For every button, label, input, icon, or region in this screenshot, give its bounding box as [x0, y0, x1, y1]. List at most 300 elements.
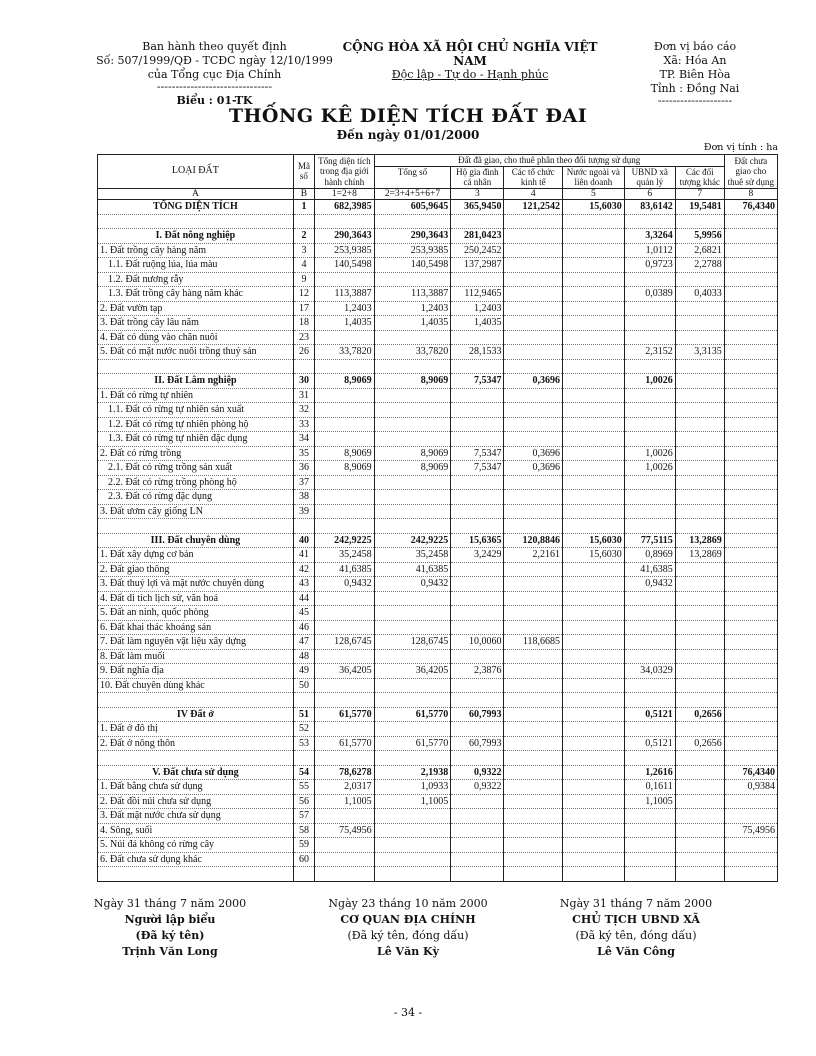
value-cell: 0,2656 [675, 736, 724, 751]
value-cell [451, 475, 504, 490]
table-row [98, 432, 778, 447]
value-cell [374, 722, 451, 737]
colnum: 6 [624, 188, 675, 200]
land-type-cell: 2.3. Đất có rừng đặc dụng [98, 490, 294, 505]
value-cell [724, 345, 777, 360]
value-cell [562, 852, 624, 867]
value-cell [562, 635, 624, 650]
header-other-users-text: Các đối tượng khác [679, 166, 720, 187]
colnum: 2=3+4+5+6+7 [374, 188, 451, 200]
value-cell: 0,2656 [675, 707, 724, 722]
value-cell [504, 678, 563, 693]
value-cell [562, 722, 624, 737]
value-cell: 121,2542 [504, 200, 563, 215]
value-cell [675, 722, 724, 737]
value-cell: 1,0026 [624, 461, 675, 476]
code-cell: 26 [293, 345, 314, 360]
value-cell: 242,9225 [374, 533, 451, 548]
table-row [98, 736, 778, 751]
value-cell: 36,4205 [315, 664, 375, 679]
value-cell [675, 475, 724, 490]
land-type-cell: 5. Đất an ninh, quốc phòng [98, 606, 294, 621]
colnum: 5 [562, 188, 624, 200]
value-cell [562, 229, 624, 244]
value-cell [624, 316, 675, 331]
land-type-cell: 1. Đất bằng chưa sử dụng [98, 780, 294, 795]
land-type-cell: 2. Đất ở nông thôn [98, 736, 294, 751]
value-cell [504, 301, 563, 316]
value-cell: 0,4033 [675, 287, 724, 302]
land-type-cell: 2.1. Đất có rừng trồng sản xuất [98, 461, 294, 476]
value-cell: 0,1611 [624, 780, 675, 795]
value-cell [504, 417, 563, 432]
value-cell [315, 620, 375, 635]
value-cell [374, 403, 451, 418]
signature-name: Lê Văn Công [597, 945, 675, 958]
value-cell [504, 519, 563, 534]
value-cell [562, 432, 624, 447]
value-cell [504, 809, 563, 824]
table-row [98, 620, 778, 635]
value-cell: 113,3887 [374, 287, 451, 302]
value-cell [315, 838, 375, 853]
value-cell [374, 591, 451, 606]
table-row [98, 809, 778, 824]
table-row [98, 678, 778, 693]
value-cell: 2,3876 [451, 664, 504, 679]
value-cell [675, 272, 724, 287]
value-cell [724, 504, 777, 519]
table-row [98, 664, 778, 679]
value-cell [315, 751, 375, 766]
table-row [98, 765, 778, 780]
value-cell [562, 359, 624, 374]
value-cell: 41,6385 [624, 562, 675, 577]
value-cell [504, 229, 563, 244]
header-foreign-jv-text: Nước ngoài và liên doanh [566, 166, 620, 187]
value-cell [504, 562, 563, 577]
value-cell [562, 446, 624, 461]
value-cell [724, 388, 777, 403]
header-code [293, 155, 314, 189]
value-cell [504, 620, 563, 635]
value-cell [562, 504, 624, 519]
value-cell [562, 330, 624, 345]
value-cell [724, 635, 777, 650]
code-cell: 50 [293, 678, 314, 693]
value-cell [315, 272, 375, 287]
value-cell [675, 446, 724, 461]
land-type-cell: 1.1. Đất ruộng lúa, lúa màu [98, 258, 294, 273]
value-cell [562, 461, 624, 476]
value-cell [504, 475, 563, 490]
value-cell [374, 490, 451, 505]
land-type-cell: I. Đất nông nghiệp [98, 229, 294, 244]
value-cell [315, 852, 375, 867]
signature-cadastral-office [298, 896, 518, 960]
country-name: CỘNG HÒA XÃ HỘI CHỦ NGHĨA VIỆT NAM [342, 40, 598, 68]
table-row [98, 577, 778, 592]
value-cell [624, 693, 675, 708]
table-row [98, 548, 778, 563]
code-cell: 23 [293, 330, 314, 345]
header-households [451, 166, 504, 188]
land-type-cell: 8. Đất làm muối [98, 649, 294, 664]
value-cell [724, 432, 777, 447]
value-cell [562, 490, 624, 505]
value-cell [451, 867, 504, 882]
value-cell [675, 664, 724, 679]
value-cell: 253,9385 [374, 243, 451, 258]
value-cell [624, 388, 675, 403]
value-cell [724, 417, 777, 432]
header-economic-orgs [504, 166, 563, 188]
value-cell: 3,2429 [451, 548, 504, 563]
value-cell [675, 591, 724, 606]
value-cell [724, 707, 777, 722]
decision-line-2: Số: 507/1999/QĐ - TCĐC ngày 12/10/1999 [96, 54, 333, 67]
value-cell [451, 809, 504, 824]
table-row [98, 316, 778, 331]
value-cell: 290,3643 [374, 229, 451, 244]
value-cell [624, 403, 675, 418]
value-cell: 33,7820 [315, 345, 375, 360]
code-cell: 32 [293, 403, 314, 418]
value-cell [724, 852, 777, 867]
value-cell [504, 867, 563, 882]
value-cell [315, 678, 375, 693]
value-cell [504, 722, 563, 737]
value-cell [315, 330, 375, 345]
value-cell [451, 388, 504, 403]
code-cell: 12 [293, 287, 314, 302]
code-cell: 57 [293, 809, 314, 824]
value-cell [724, 649, 777, 664]
value-cell [562, 765, 624, 780]
value-cell [451, 214, 504, 229]
value-cell: 61,5770 [374, 707, 451, 722]
value-cell: 75,4956 [724, 823, 777, 838]
value-cell [374, 359, 451, 374]
value-cell [724, 620, 777, 635]
value-cell [374, 649, 451, 664]
land-type-cell [98, 214, 294, 229]
value-cell [504, 272, 563, 287]
land-type-cell: 1.3. Đất có rừng tự nhiên đặc dụng [98, 432, 294, 447]
table-row [98, 780, 778, 795]
value-cell [504, 316, 563, 331]
code-cell: 38 [293, 490, 314, 505]
value-cell: 13,2869 [675, 548, 724, 563]
decision-line-1: Ban hành theo quyết định [142, 40, 287, 53]
table-row [98, 533, 778, 548]
table-row [98, 388, 778, 403]
value-cell [562, 316, 624, 331]
header-total-area-text: Tổng diện tích trong địa giới hành chính [318, 155, 371, 187]
value-cell [504, 345, 563, 360]
land-type-cell: 10. Đất chuyên dùng khác [98, 678, 294, 693]
table-row [98, 403, 778, 418]
colnum: B [293, 188, 314, 200]
value-cell: 0,9322 [451, 765, 504, 780]
value-cell [451, 649, 504, 664]
land-type-cell: 5. Đất có mặt nước nuôi trồng thuỷ sản [98, 345, 294, 360]
code-cell: 2 [293, 229, 314, 244]
value-cell: 140,5498 [315, 258, 375, 273]
signature-date: Ngày 31 tháng 7 năm 2000 [559, 897, 713, 910]
colnum: A [98, 188, 294, 200]
land-statistics-table [97, 154, 778, 882]
value-cell: 1,2403 [451, 301, 504, 316]
value-cell [374, 272, 451, 287]
value-cell [315, 504, 375, 519]
value-cell [724, 330, 777, 345]
land-type-cell [98, 867, 294, 882]
value-cell [724, 446, 777, 461]
value-cell [675, 852, 724, 867]
value-cell: 15,6365 [451, 533, 504, 548]
value-cell: 34,0329 [624, 664, 675, 679]
land-type-cell: 2. Đất có rừng trồng [98, 446, 294, 461]
value-cell [562, 707, 624, 722]
value-cell: 61,5770 [315, 736, 375, 751]
value-cell [675, 751, 724, 766]
value-cell [374, 838, 451, 853]
header-unallocated-text: Đất chưa giao cho thuê sử dụng [727, 155, 775, 187]
land-type-cell: 3. Đất mặt nước chưa sử dụng [98, 809, 294, 824]
land-type-cell: 2. Đất đồi núi chưa sử dụng [98, 794, 294, 809]
value-cell [315, 693, 375, 708]
value-cell [504, 664, 563, 679]
land-type-cell: 2.2. Đất có rừng trồng phòng hộ [98, 475, 294, 490]
value-cell: 0,9322 [451, 780, 504, 795]
signature-role: CƠ QUAN ĐỊA CHÍNH [340, 913, 476, 926]
value-cell [562, 736, 624, 751]
value-cell [675, 635, 724, 650]
value-cell [724, 591, 777, 606]
header-foreign-jv [562, 166, 624, 188]
code-cell: 59 [293, 838, 314, 853]
value-cell [504, 258, 563, 273]
land-type-cell: 3. Đất trồng cây lâu năm [98, 316, 294, 331]
land-type-cell: 1. Đất trồng cây hàng năm [98, 243, 294, 258]
value-cell: 75,4956 [315, 823, 375, 838]
blank-row [98, 214, 778, 229]
value-cell [724, 722, 777, 737]
value-cell: 1,2403 [374, 301, 451, 316]
value-cell: 8,9069 [315, 446, 375, 461]
value-cell [504, 838, 563, 853]
value-cell [562, 301, 624, 316]
code-cell: 60 [293, 852, 314, 867]
value-cell [724, 678, 777, 693]
value-cell [562, 417, 624, 432]
value-cell [504, 765, 563, 780]
value-cell: 2,3152 [624, 345, 675, 360]
value-cell [504, 823, 563, 838]
value-cell [562, 345, 624, 360]
table-row [98, 649, 778, 664]
value-cell [724, 548, 777, 563]
table-row [98, 722, 778, 737]
value-cell: 1,4035 [451, 316, 504, 331]
value-cell: 253,9385 [315, 243, 375, 258]
value-cell: 140,5498 [374, 258, 451, 273]
value-cell [624, 751, 675, 766]
value-cell [675, 432, 724, 447]
land-type-cell: 6. Đất chưa sử dụng khác [98, 852, 294, 867]
value-cell [504, 736, 563, 751]
value-cell [675, 577, 724, 592]
value-cell: 60,7993 [451, 707, 504, 722]
value-cell [504, 577, 563, 592]
code-cell: 34 [293, 432, 314, 447]
code-cell: 51 [293, 707, 314, 722]
value-cell [624, 504, 675, 519]
value-cell [675, 794, 724, 809]
value-cell [504, 707, 563, 722]
value-cell [675, 388, 724, 403]
value-cell [562, 475, 624, 490]
value-cell: 112,9465 [451, 287, 504, 302]
value-cell [675, 562, 724, 577]
issuing-decision-block [92, 40, 337, 108]
page-number: - 34 - [393, 1006, 423, 1019]
value-cell: 0,9432 [374, 577, 451, 592]
value-cell [624, 330, 675, 345]
value-cell: 1,1005 [374, 794, 451, 809]
code-cell [293, 751, 314, 766]
land-type-cell: TỔNG DIỆN TÍCH [98, 200, 294, 215]
table-row [98, 562, 778, 577]
land-type-cell: 3. Đất thuỷ lợi và mặt nước chuyên dùng [98, 577, 294, 592]
header-allocated-group: Đất đã giao, cho thuê phân theo đối tượng sử dụng [374, 155, 724, 167]
value-cell [724, 838, 777, 853]
land-type-cell: 6. Đất khai thác khoáng sản [98, 620, 294, 635]
value-cell [451, 722, 504, 737]
value-cell [624, 809, 675, 824]
table-row [98, 504, 778, 519]
table-row [98, 243, 778, 258]
value-cell [675, 780, 724, 795]
value-cell: 7,5347 [451, 446, 504, 461]
value-cell [504, 606, 563, 621]
code-cell: 46 [293, 620, 314, 635]
value-cell [675, 359, 724, 374]
colnum: 7 [675, 188, 724, 200]
value-cell [562, 751, 624, 766]
value-cell [675, 823, 724, 838]
value-cell: 41,6385 [374, 562, 451, 577]
value-cell [724, 258, 777, 273]
value-cell [315, 403, 375, 418]
value-cell [724, 533, 777, 548]
value-cell [562, 649, 624, 664]
table-row [98, 461, 778, 476]
blank-row [98, 867, 778, 882]
value-cell [315, 388, 375, 403]
value-cell: 1,1005 [315, 794, 375, 809]
value-cell [315, 606, 375, 621]
code-cell: 3 [293, 243, 314, 258]
value-cell: 15,6030 [562, 533, 624, 548]
value-cell: 137,2987 [451, 258, 504, 273]
value-cell [624, 359, 675, 374]
table-row [98, 707, 778, 722]
code-cell: 45 [293, 606, 314, 621]
land-type-cell: 2. Đất vườn tạp [98, 301, 294, 316]
code-cell: 40 [293, 533, 314, 548]
value-cell [624, 301, 675, 316]
value-cell: 8,9069 [374, 374, 451, 389]
value-cell [451, 272, 504, 287]
land-type-cell: 4. Đất cỏ dùng vào chăn nuôi [98, 330, 294, 345]
reporting-divider: -------------------- [657, 94, 733, 107]
value-cell [675, 765, 724, 780]
value-cell [451, 591, 504, 606]
header-subtotal: Tổng số [374, 166, 451, 188]
value-cell [451, 504, 504, 519]
value-cell [562, 243, 624, 258]
signature-date: Ngày 23 tháng 10 năm 2000 [328, 897, 488, 910]
table-row [98, 330, 778, 345]
value-cell: 365,9450 [451, 200, 504, 215]
value-cell: 1,0933 [374, 780, 451, 795]
value-cell [315, 359, 375, 374]
reporting-commune: Xã: Hóa An [663, 54, 727, 67]
table-row [98, 446, 778, 461]
code-cell: 17 [293, 301, 314, 316]
value-cell: 15,6030 [562, 548, 624, 563]
value-cell [562, 780, 624, 795]
value-cell: 3,3264 [624, 229, 675, 244]
blank-row [98, 359, 778, 374]
value-cell: 5,9956 [675, 229, 724, 244]
value-cell [724, 794, 777, 809]
value-cell: 1,1005 [624, 794, 675, 809]
value-cell [675, 490, 724, 505]
blank-row [98, 751, 778, 766]
value-cell: 113,3887 [315, 287, 375, 302]
value-cell: 78,6278 [315, 765, 375, 780]
value-cell [562, 823, 624, 838]
value-cell [374, 809, 451, 824]
unit-label: Đơn vị tính : ha [703, 142, 778, 153]
code-cell: 52 [293, 722, 314, 737]
decision-divider: ------------------------------- [156, 80, 273, 93]
code-cell [293, 214, 314, 229]
value-cell [504, 388, 563, 403]
code-cell [293, 693, 314, 708]
value-cell [504, 794, 563, 809]
code-cell: 56 [293, 794, 314, 809]
land-type-cell: 5. Núi đá không có rừng cây [98, 838, 294, 853]
header-commune-managed [624, 166, 675, 188]
value-cell [562, 867, 624, 882]
value-cell: 290,3643 [315, 229, 375, 244]
value-cell [451, 562, 504, 577]
value-cell [724, 243, 777, 258]
value-cell: 76,4340 [724, 765, 777, 780]
table-row [98, 287, 778, 302]
value-cell [675, 301, 724, 316]
signature-preparer [60, 896, 280, 960]
value-cell [724, 287, 777, 302]
signature-note: (Đã ký tên, đóng dấu) [347, 929, 469, 942]
value-cell [504, 504, 563, 519]
value-cell [675, 606, 724, 621]
value-cell: 8,9069 [315, 374, 375, 389]
